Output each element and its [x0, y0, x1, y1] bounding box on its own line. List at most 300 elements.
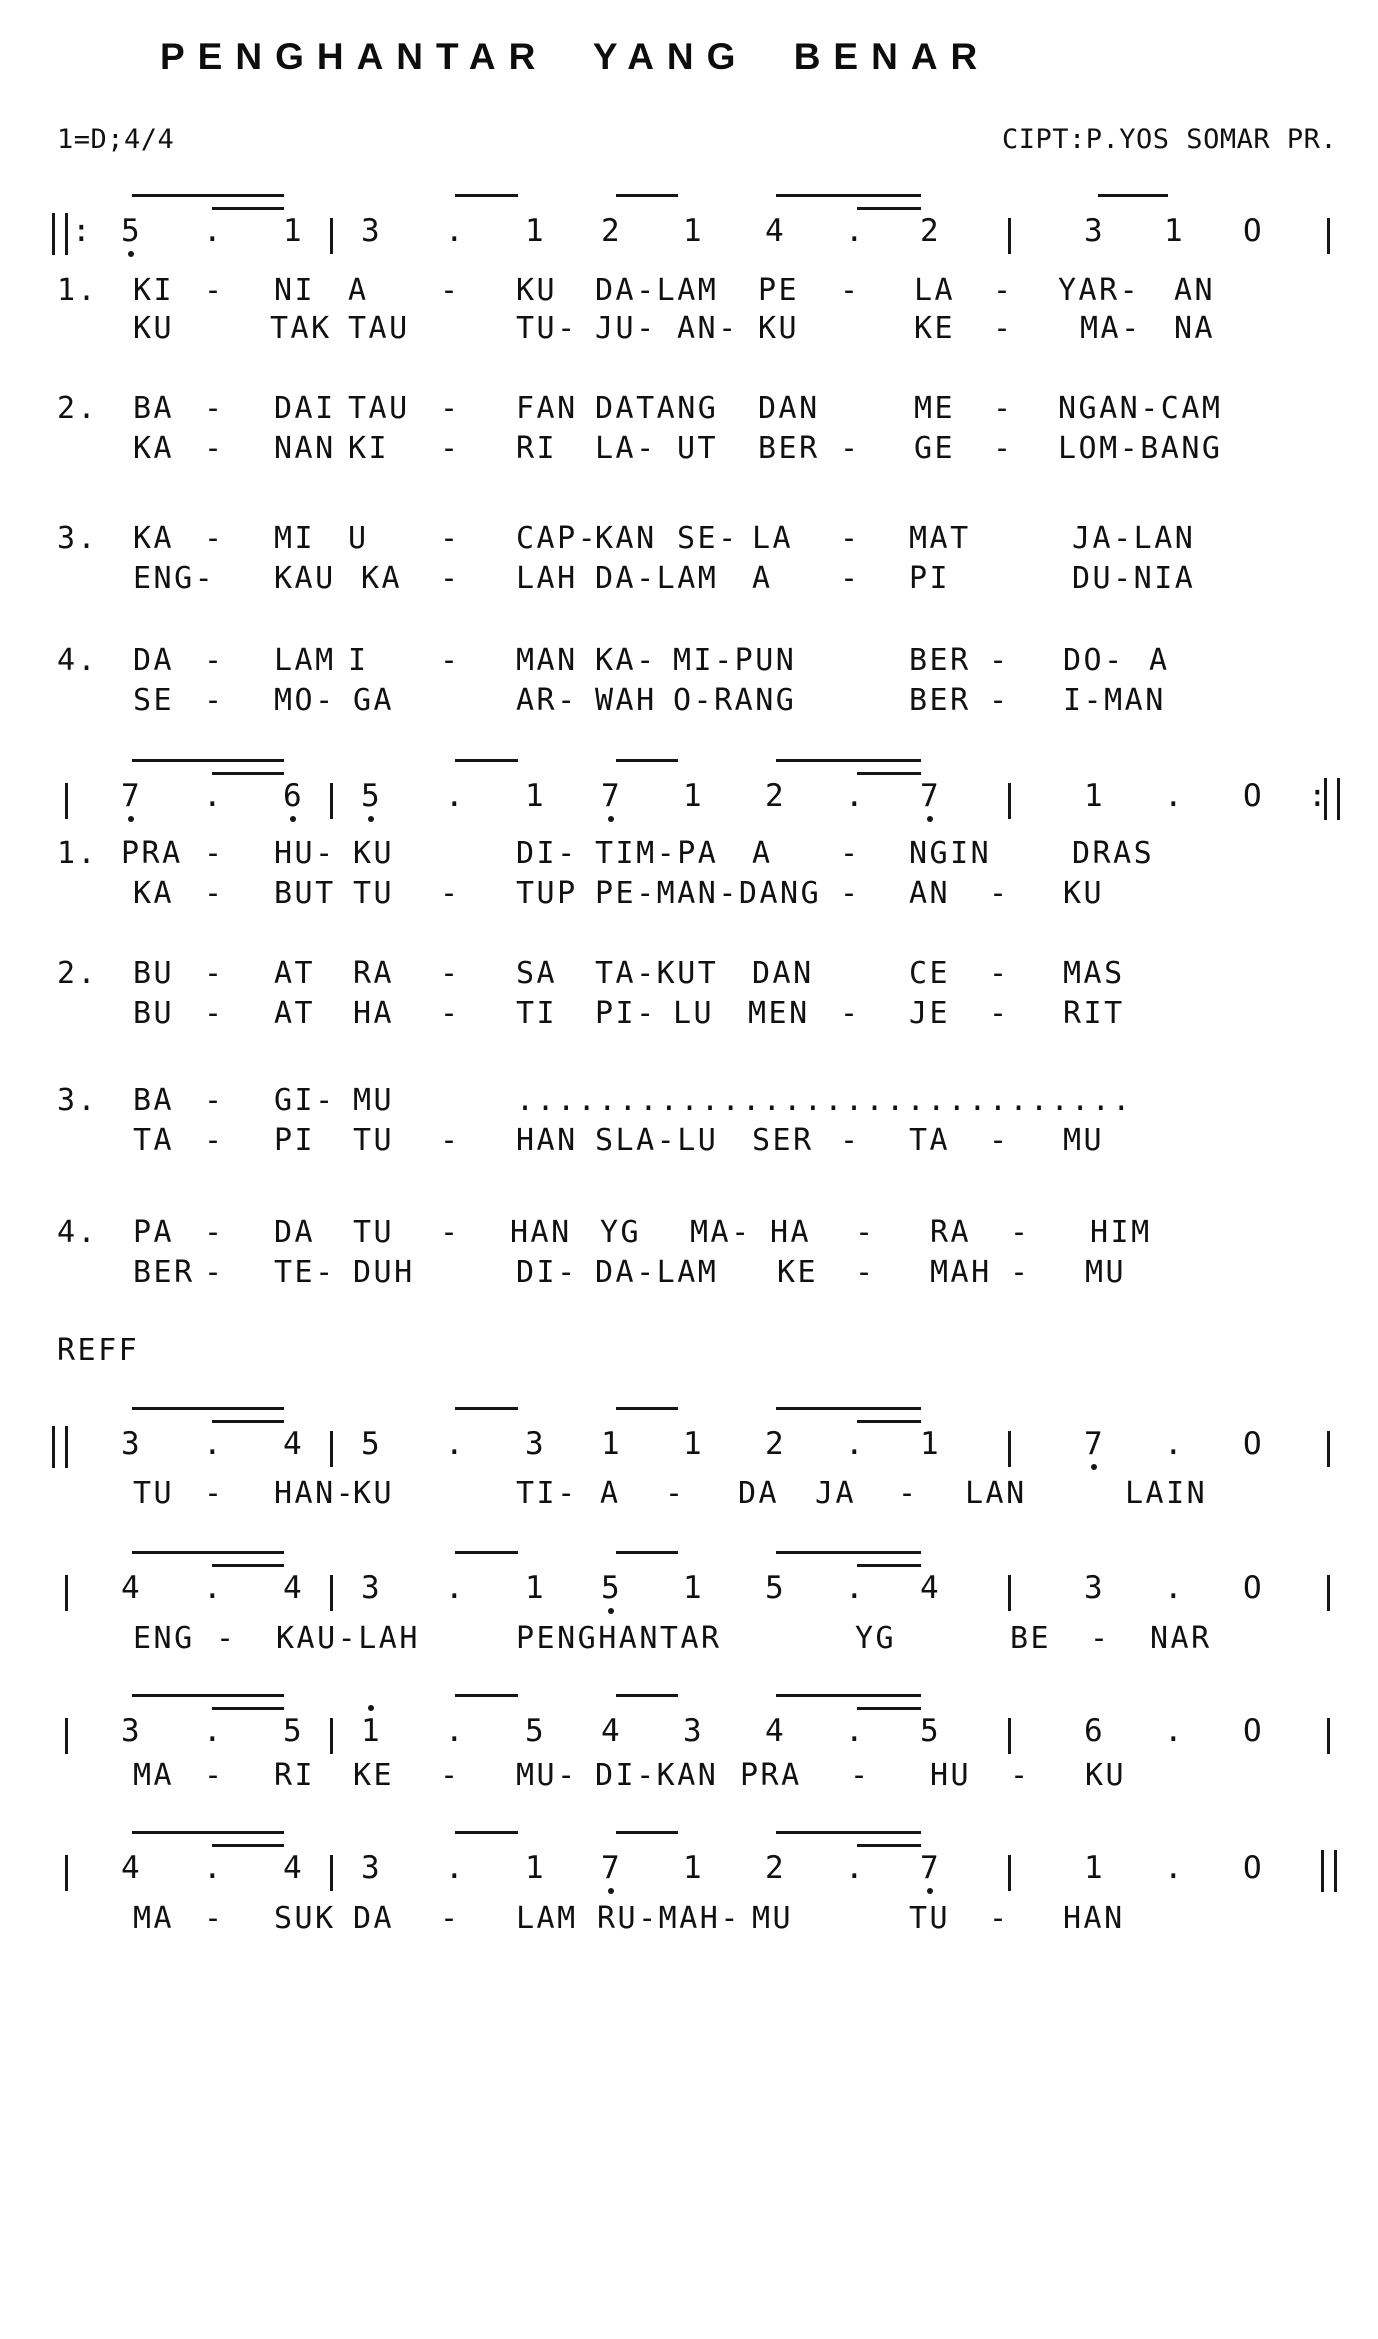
note-digit: 7 — [601, 1850, 623, 1886]
lyric-syllable: RU-MAH- — [597, 1901, 741, 1936]
lyric-syllable: KE — [353, 1758, 395, 1793]
lyric-syllable: PA — [133, 1215, 175, 1250]
note-digit: 1 — [920, 1426, 942, 1462]
beam — [212, 207, 284, 210]
lyric-syllable: BER — [133, 1255, 195, 1290]
lyric-syllable: ENG- — [133, 561, 216, 596]
lyric-syllable: KU — [1085, 1758, 1127, 1793]
lyric-syllable: LAN — [965, 1476, 1027, 1511]
lyric-dash: - — [989, 1123, 1010, 1158]
lyric-syllable: MU — [353, 1083, 395, 1118]
lyric-syllable: TI- — [516, 1476, 578, 1511]
lyric-syllable: KAU-LAH — [276, 1621, 420, 1656]
barline — [1008, 1575, 1011, 1611]
note-digit: 1 — [525, 778, 547, 814]
lyric-syllable: MAN — [516, 643, 578, 678]
beam — [455, 1407, 518, 1410]
note-digit: 4 — [283, 1426, 305, 1462]
rhythm-dot: . — [845, 1426, 867, 1462]
beam — [455, 1551, 518, 1554]
lyric-syllable: GE — [914, 431, 956, 466]
lyric-syllable: MAS — [1063, 956, 1125, 991]
lyric-syllable: BE — [1010, 1621, 1052, 1656]
lyric-dash: - — [989, 643, 1010, 678]
lyric-syllable: ENG — [133, 1621, 195, 1656]
key-signature: 1=D;4/4 — [57, 124, 175, 155]
barline — [1327, 1575, 1330, 1611]
lyric-syllable: MU- — [516, 1758, 578, 1793]
lyric-syllable: TIM-PA — [595, 836, 719, 871]
stanza-number: 1. — [57, 836, 99, 871]
lyric-syllable: MAT — [909, 521, 971, 556]
note-digit: 4 — [601, 1713, 623, 1749]
lyric-syllable: HA — [770, 1215, 812, 1250]
lyric-syllable: DA-LAM — [595, 561, 719, 596]
lyric-syllable: TAU — [348, 311, 410, 346]
note-digit: 1 — [525, 1570, 547, 1606]
note-digit: 1 — [601, 1426, 623, 1462]
lyric-dash: - — [204, 1476, 225, 1511]
barline — [1327, 1718, 1330, 1754]
lyric-syllable: HIM — [1090, 1215, 1152, 1250]
stanza-number: 2. — [57, 956, 99, 991]
rhythm-dot: . — [1164, 1850, 1186, 1886]
beam — [212, 1844, 284, 1847]
low-octave-dot — [368, 816, 374, 822]
lyric-syllable: MA- — [690, 1215, 752, 1250]
rhythm-dot: . — [1164, 778, 1186, 814]
lyric-syllable: PRA — [740, 1758, 802, 1793]
lyric-dash: - — [204, 1255, 225, 1290]
low-octave-dot — [608, 1608, 614, 1614]
lyric-dash: - — [850, 1758, 871, 1793]
lyric-syllable: A — [1149, 643, 1170, 678]
reff-label: REFF — [57, 1333, 140, 1368]
lyric-syllable: MEN — [748, 996, 810, 1031]
lyric-syllable: A — [752, 836, 773, 871]
lyric-syllable: AR- — [516, 683, 578, 718]
beam — [132, 1831, 284, 1834]
lyric-syllable: TAK — [270, 311, 332, 346]
lyric-dash: - — [204, 643, 225, 678]
lyric-syllable: LAIN — [1125, 1476, 1208, 1511]
rhythm-dot: . — [203, 1850, 225, 1886]
beam — [857, 1707, 921, 1710]
lyric-syllable: KA — [133, 431, 175, 466]
note-digit: 4 — [283, 1850, 305, 1886]
lyric-syllable: A — [600, 1476, 621, 1511]
note-digit: 2 — [601, 213, 623, 249]
low-octave-dot — [608, 816, 614, 822]
barline — [330, 1718, 333, 1754]
lyric-syllable: MU — [752, 1901, 794, 1936]
rhythm-dot: . — [845, 1713, 867, 1749]
note-digit: 3 — [121, 1426, 143, 1462]
note-digit: 1 — [1084, 778, 1106, 814]
lyric-syllable: GA — [353, 683, 395, 718]
lyric-syllable: HAN — [510, 1215, 572, 1250]
rhythm-dot: . — [445, 778, 467, 814]
lyric-syllable: TA — [909, 1123, 951, 1158]
lyric-syllable: DATANG — [595, 391, 719, 426]
lyric-syllable: DUH — [353, 1255, 415, 1290]
lyric-syllable: RI — [274, 1758, 316, 1793]
lyric-syllable: AN- — [677, 311, 739, 346]
lyric-syllable: KA — [133, 876, 175, 911]
lyric-syllable: PE — [758, 273, 800, 308]
low-octave-dot — [927, 1888, 933, 1894]
beam — [616, 1831, 678, 1834]
note-digit: 1 — [683, 213, 705, 249]
rhythm-dot: . — [1164, 1713, 1186, 1749]
lyric-syllable: KE — [777, 1255, 819, 1290]
lyric-syllable: MA — [133, 1901, 175, 1936]
rhythm-dot: . — [845, 778, 867, 814]
beam — [616, 194, 678, 197]
lyric-syllable: MAH — [930, 1255, 992, 1290]
lyric-syllable: A — [348, 273, 369, 308]
lyric-dash: - — [993, 391, 1014, 426]
beam — [212, 1707, 284, 1710]
rhythm-dot: . — [203, 778, 225, 814]
lyric-dash: - — [440, 431, 461, 466]
lyric-syllable: HAN- — [274, 1476, 357, 1511]
lyric-dash: - — [840, 996, 861, 1031]
beam — [132, 1694, 284, 1697]
lyric-dash: - — [1090, 1621, 1111, 1656]
lyric-syllable: HA — [353, 996, 395, 1031]
note-digit: 4 — [765, 213, 787, 249]
lyric-syllable: KAU — [274, 561, 336, 596]
lyric-syllable: MA — [133, 1758, 175, 1793]
lyric-syllable: TU — [133, 1476, 175, 1511]
lyric-syllable: DAI — [274, 391, 336, 426]
lyric-syllable: NI — [274, 273, 316, 308]
lyric-syllable: KA- — [595, 643, 657, 678]
stanza-number: 3. — [57, 1083, 99, 1118]
beam — [1098, 194, 1168, 197]
lyric-syllable: FAN — [516, 391, 578, 426]
low-octave-dot — [128, 251, 134, 257]
note-digit: 1 — [1164, 213, 1186, 249]
note-digit: 7 — [601, 778, 623, 814]
lyric-syllable: MI-PUN — [673, 643, 797, 678]
barline — [65, 1855, 68, 1891]
lyric-dash: - — [204, 1215, 225, 1250]
lyric-dash: - — [204, 1758, 225, 1793]
lyric-syllable: MA- — [1080, 311, 1142, 346]
lyric-syllable: LU — [673, 996, 715, 1031]
barline — [330, 1575, 333, 1611]
lyric-dash: - — [204, 683, 225, 718]
lyric-syllable: CAP- — [516, 521, 599, 556]
lyric-syllable: DA-LAM — [595, 273, 719, 308]
beam — [212, 1420, 284, 1423]
double-barline — [52, 1426, 68, 1468]
beam — [132, 1407, 284, 1410]
beam — [857, 207, 921, 210]
lyric-syllable: BU — [133, 956, 175, 991]
lyric-syllable: DAN — [752, 956, 814, 991]
note-digit: 1 — [683, 1570, 705, 1606]
lyric-dash: - — [204, 876, 225, 911]
lyric-dash: - — [1010, 1255, 1031, 1290]
barline — [65, 1575, 68, 1611]
lyric-dash: - — [989, 683, 1010, 718]
lyric-syllable: LA — [914, 273, 956, 308]
note-digit: 3 — [1084, 213, 1106, 249]
barline — [330, 1431, 333, 1467]
rest-symbol: O — [1243, 1713, 1265, 1749]
lyric-syllable: TI — [516, 996, 558, 1031]
lyric-syllable: TU — [353, 1215, 395, 1250]
lyric-dash: - — [204, 431, 225, 466]
note-digit: 2 — [765, 1850, 787, 1886]
note-digit: 5 — [920, 1713, 942, 1749]
lyric-dash: - — [993, 311, 1014, 346]
lyric-syllable: DA — [738, 1476, 780, 1511]
rhythm-dot: . — [445, 1713, 467, 1749]
lyric-syllable: I — [348, 643, 369, 678]
note-digit: 2 — [765, 1426, 787, 1462]
note-digit: 1 — [683, 1426, 705, 1462]
lyric-syllable: MI — [274, 521, 316, 556]
lyric-syllable: JA — [815, 1476, 857, 1511]
lyric-syllable: LA- — [595, 431, 657, 466]
lyric-syllable: TE- — [274, 1255, 336, 1290]
lyric-dash: - — [204, 996, 225, 1031]
lyric-dash: - — [989, 876, 1010, 911]
lyric-syllable: DA-LAM — [595, 1255, 719, 1290]
lyric-syllable: JE — [909, 996, 951, 1031]
lyric-syllable: AN — [1174, 273, 1216, 308]
note-digit: 3 — [525, 1426, 547, 1462]
lyric-syllable: O-RANG — [673, 683, 797, 718]
repeat-colon: : — [72, 213, 94, 249]
lyric-syllable: NGAN-CAM — [1058, 391, 1223, 426]
lyric-dash: - — [440, 643, 461, 678]
rest-symbol: O — [1243, 778, 1265, 814]
stanza-number: 4. — [57, 643, 99, 678]
lyric-syllable: JU- — [595, 311, 657, 346]
lyric-dash: - — [989, 1901, 1010, 1936]
beam — [857, 1844, 921, 1847]
note-digit: 4 — [283, 1570, 305, 1606]
lyric-dash: - — [204, 1123, 225, 1158]
rhythm-dot: . — [203, 1426, 225, 1462]
lyric-syllable: KA — [361, 561, 403, 596]
lyric-syllable: DI-KAN — [595, 1758, 719, 1793]
beam — [776, 1551, 921, 1554]
rhythm-dot: . — [445, 1850, 467, 1886]
note-digit: 4 — [920, 1570, 942, 1606]
lyric-dash: - — [855, 1255, 876, 1290]
song-title: PENGHANTAR YANG BENAR — [160, 36, 991, 77]
lyric-syllable: KE — [914, 311, 956, 346]
note-digit: 4 — [121, 1570, 143, 1606]
note-digit: 7 — [920, 1850, 942, 1886]
note-digit: 2 — [765, 778, 787, 814]
lyric-dash: - — [440, 273, 461, 308]
lyric-dash: - — [840, 273, 861, 308]
lyric-syllable: KU — [1063, 876, 1105, 911]
barline — [1327, 218, 1330, 254]
lyric-dash: - — [989, 956, 1010, 991]
lyric-dash: - — [440, 391, 461, 426]
lyric-syllable: I-MAN — [1063, 683, 1166, 718]
barline — [1327, 1431, 1330, 1467]
lyric-dash: - — [840, 876, 861, 911]
note-digit: 6 — [283, 778, 305, 814]
note-digit: 1 — [1084, 1850, 1106, 1886]
beam — [776, 1407, 921, 1410]
lyric-dash: - — [440, 1901, 461, 1936]
lyric-syllable: RA — [930, 1215, 972, 1250]
lyric-dash: - — [204, 1901, 225, 1936]
low-octave-dot — [927, 816, 933, 822]
lyric-syllable: PI- — [595, 996, 657, 1031]
composer-credit: CIPT:P.YOS SOMAR PR. — [1002, 124, 1338, 155]
note-digit: 7 — [1084, 1426, 1106, 1462]
rhythm-dot: . — [203, 1570, 225, 1606]
lyric-dash: - — [440, 876, 461, 911]
lyric-syllable: HAN — [1063, 1901, 1125, 1936]
lyric-dash: - — [898, 1476, 919, 1511]
lyric-syllable: KU — [353, 1476, 395, 1511]
beam — [616, 1694, 678, 1697]
rest-symbol: O — [1243, 1426, 1265, 1462]
lyric-syllable: SE- — [677, 521, 739, 556]
lyric-syllable: MO- — [274, 683, 336, 718]
note-digit: 5 — [601, 1570, 623, 1606]
note-digit: 1 — [525, 1850, 547, 1886]
note-digit: 5 — [361, 1426, 383, 1462]
beam — [212, 1564, 284, 1567]
lyric-dash: - — [840, 521, 861, 556]
lyric-syllable: DA — [353, 1901, 395, 1936]
double-barline — [1321, 1850, 1337, 1892]
lyric-syllable: BER — [758, 431, 820, 466]
lyric-dash: - — [440, 521, 461, 556]
lyric-syllable: SER — [752, 1123, 814, 1158]
lyric-syllable: JA-LAN — [1072, 521, 1196, 556]
stanza-number: 3. — [57, 521, 99, 556]
note-digit: 5 — [361, 778, 383, 814]
lyric-syllable: NGIN — [909, 836, 992, 871]
lyric-dash: - — [440, 1123, 461, 1158]
lyric-syllable: DO- — [1063, 643, 1125, 678]
lyric-syllable: RA — [353, 956, 395, 991]
lyric-syllable: TU — [353, 1123, 395, 1158]
lyric-syllable: ME — [914, 391, 956, 426]
beam — [132, 759, 284, 762]
lyric-syllable: PRA — [121, 836, 183, 871]
lyric-dash: - — [204, 391, 225, 426]
low-octave-dot — [128, 816, 134, 822]
lyric-syllable: LAM — [516, 1901, 578, 1936]
lyric-syllable: KAN — [595, 521, 657, 556]
beam — [857, 1420, 921, 1423]
lyric-syllable: LAH — [516, 561, 578, 596]
repeat-end-barline — [1324, 778, 1340, 820]
lyric-dash: - — [440, 561, 461, 596]
lyric-syllable: HU — [930, 1758, 972, 1793]
note-digit: 1 — [683, 778, 705, 814]
beam — [857, 1564, 921, 1567]
lyric-syllable: DI- — [516, 836, 578, 871]
note-digit: 3 — [361, 1570, 383, 1606]
note-digit: 5 — [283, 1713, 305, 1749]
note-digit: 1 — [683, 1850, 705, 1886]
lyric-syllable: MU — [1063, 1123, 1105, 1158]
lyric-syllable: HU- — [274, 836, 336, 871]
lyric-syllable: UT — [677, 431, 719, 466]
stanza-number: 4. — [57, 1215, 99, 1250]
beam — [776, 1831, 921, 1834]
lyric-syllable: CE — [909, 956, 951, 991]
lyric-dash: - — [440, 956, 461, 991]
rest-symbol: O — [1243, 213, 1265, 249]
lyric-dash: - — [665, 1476, 686, 1511]
beam — [857, 772, 921, 775]
rhythm-dot: . — [1164, 1570, 1186, 1606]
lyric-dash: - — [204, 836, 225, 871]
lyric-syllable: RIT — [1063, 996, 1125, 1031]
note-digit: 5 — [765, 1570, 787, 1606]
beam — [132, 194, 284, 197]
lyric-syllable: SA — [516, 956, 558, 991]
note-digit: 1 — [361, 1713, 383, 1749]
beam — [776, 759, 921, 762]
lyric-syllable: BUT — [274, 876, 336, 911]
lyric-syllable: HAN — [516, 1123, 578, 1158]
stanza-number: 1. — [57, 273, 99, 308]
lyric-syllable: SLA-LU — [595, 1123, 719, 1158]
lyric-syllable: WAH — [595, 683, 657, 718]
lyric-syllable: TUP — [516, 876, 578, 911]
lyric-dash: - — [216, 1621, 237, 1656]
lyric-syllable: GI- — [274, 1083, 336, 1118]
rhythm-dot: . — [845, 1850, 867, 1886]
barline — [65, 1718, 68, 1754]
lyric-syllable: LOM-BANG — [1058, 431, 1223, 466]
rhythm-dot: . — [845, 1570, 867, 1606]
note-digit: 5 — [525, 1713, 547, 1749]
lyric-syllable: PI — [274, 1123, 316, 1158]
lyric-syllable: DRAS — [1072, 836, 1155, 871]
note-digit: 2 — [920, 213, 942, 249]
lyric-dash: - — [993, 431, 1014, 466]
lyric-syllable: BA — [133, 1083, 175, 1118]
leader-dots: .............................. — [516, 1083, 1133, 1118]
beam — [616, 759, 678, 762]
rest-symbol: O — [1243, 1570, 1265, 1606]
note-digit: 1 — [525, 213, 547, 249]
lyric-syllable: KU — [353, 836, 395, 871]
rhythm-dot: . — [445, 1426, 467, 1462]
lyric-syllable: AT — [274, 956, 316, 991]
note-digit: 4 — [121, 1850, 143, 1886]
lyric-syllable: NA — [1174, 311, 1216, 346]
beam — [616, 1551, 678, 1554]
low-octave-dot — [608, 1888, 614, 1894]
lyric-dash: - — [1010, 1215, 1031, 1250]
note-digit: 3 — [1084, 1570, 1106, 1606]
lyric-syllable: TA-KUT — [595, 956, 719, 991]
lyric-dash: - — [204, 956, 225, 991]
lyric-syllable: KU — [516, 273, 558, 308]
note-digit: 6 — [1084, 1713, 1106, 1749]
